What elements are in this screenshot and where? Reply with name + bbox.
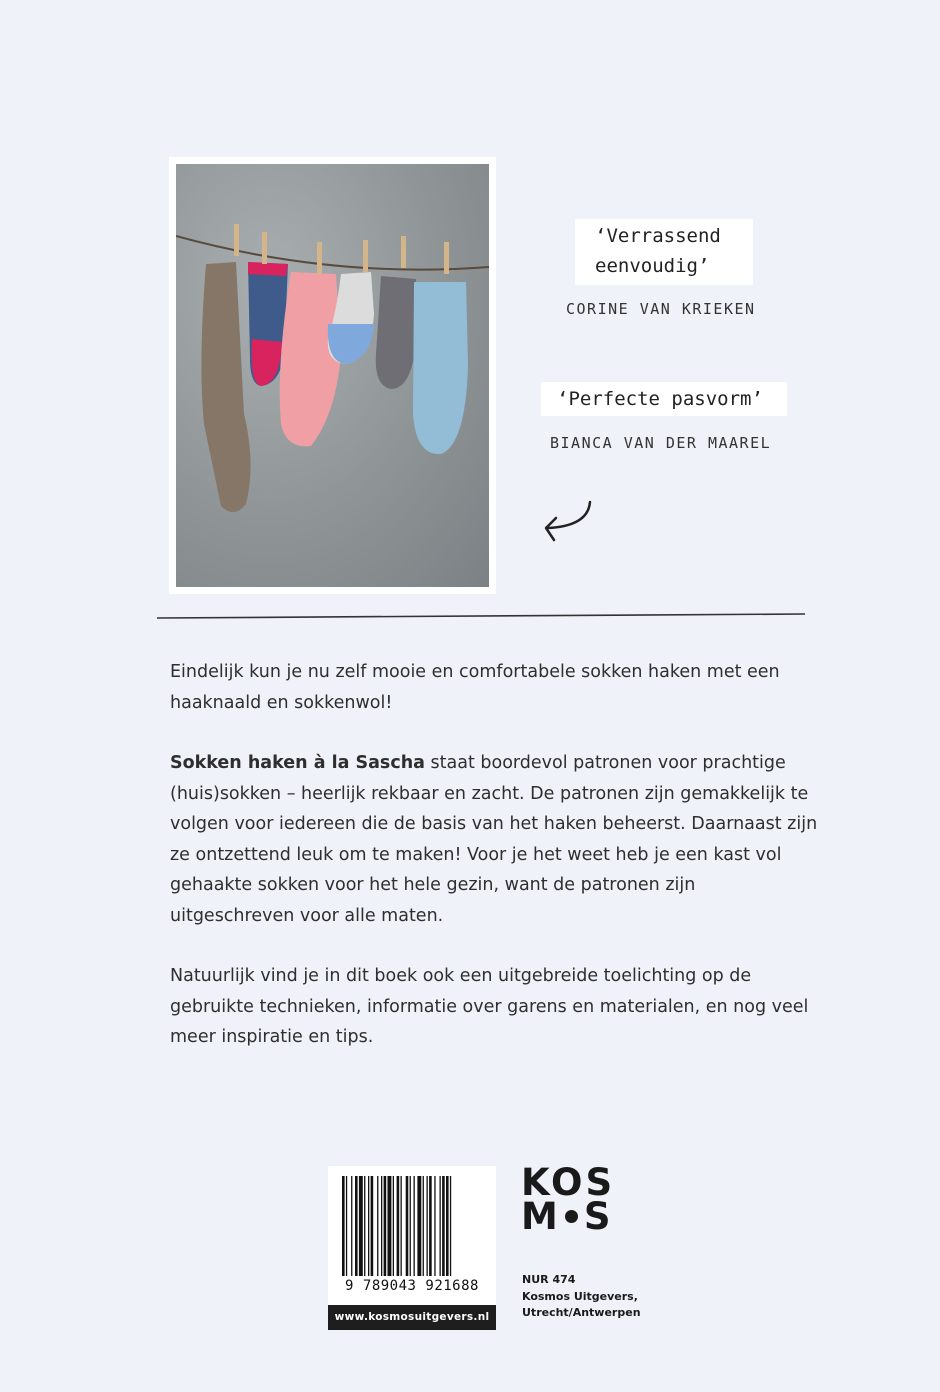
publisher-city: Utrecht/Antwerpen [522, 1306, 641, 1319]
divider-line [157, 606, 807, 626]
barcode-bar [384, 1176, 387, 1276]
barcode-bar [368, 1176, 369, 1276]
barcode-bar [355, 1176, 358, 1276]
logo-line-1: KOS [521, 1161, 616, 1204]
quote-1-author: CORINE VAN KRIEKEN [566, 300, 756, 318]
barcode-bar [450, 1176, 451, 1276]
logo-line-2 [521, 1195, 615, 1238]
barcode-bar [388, 1176, 392, 1276]
curved-arrow-left-icon [540, 498, 596, 544]
barcode-bar [351, 1176, 352, 1276]
barcode-bar [429, 1176, 432, 1276]
barcode [328, 1166, 496, 1330]
logo-s: S [583, 1195, 614, 1238]
book-title: Sokken haken à la Sascha [170, 753, 425, 773]
blurb-paragraph-1: Eindelijk kun je nu zelf mooie en comfortabele sokken haken met een haaknaald en sokkenwol! [170, 662, 780, 713]
quote-1-line-2: eenvoudig’ [595, 255, 710, 277]
barcode-bar [364, 1176, 365, 1276]
barcode-bar [381, 1176, 382, 1276]
barcode-bar [371, 1176, 374, 1276]
isbn-number: 9 789043 921688 [345, 1278, 479, 1294]
barcode-bar [342, 1176, 345, 1276]
nur-code: NUR 474 [522, 1273, 576, 1286]
barcode-bar [427, 1176, 428, 1276]
barcode-bar [377, 1176, 378, 1276]
blurb [170, 657, 820, 1083]
barcode-bar [359, 1176, 363, 1276]
quote-2 [541, 382, 787, 416]
imprint [522, 1272, 641, 1322]
quote-2-author: BIANCA VAN DER MAAREL [550, 434, 772, 452]
kosmos-logo [521, 1161, 616, 1238]
socks-on-clothesline-image [176, 164, 489, 587]
barcode-bar [401, 1176, 402, 1276]
barcode-bar [414, 1176, 415, 1276]
cover-photo [169, 157, 496, 594]
blurb-paragraph-2 [170, 748, 820, 931]
barcode-bar [410, 1176, 411, 1276]
quote-1-line-1: ‘Verrassend [595, 225, 721, 247]
quote-2-line-1: ‘Perfecte pasvorm’ [557, 388, 763, 410]
blurb-paragraph-2-text: staat boordevol patronen voor prachtige (huis)sokken – heerlijk rekbaar en zacht. De patronen zijn gemakkelijk te volgen voor iedereen die de basis van het haken beheerst. Daarnaast zijn ze ontzettend leuk om te maken! Voor je het weet heb je een kast vol gehaakte sokken voor het hele gezin, want de patronen zijn uitgeschreven voor alle maten. [170, 753, 818, 926]
logo-dot [565, 1210, 578, 1223]
socks-illustration [176, 164, 489, 587]
publisher-name: Kosmos Uitgevers, [522, 1289, 638, 1303]
barcode-bar [397, 1176, 400, 1276]
barcode-bar [393, 1176, 394, 1276]
quote-1 [575, 219, 753, 285]
barcode-bars [342, 1176, 482, 1278]
barcode-bar [442, 1176, 445, 1276]
barcode-bar [406, 1176, 409, 1276]
blurb-paragraph-3: Natuurlijk vind je in dit boek ook een uitgebreide toelichting op de gebruikte technieken, informatie over garens en materialen, en nog veel meer inspiratie en tips. [170, 966, 809, 1047]
barcode-bar [346, 1176, 347, 1276]
barcode-bar [446, 1176, 449, 1276]
logo-m: M [521, 1195, 561, 1238]
barcode-bar [434, 1176, 435, 1276]
publisher-url: www.kosmosuitgevers.nl [328, 1305, 496, 1330]
barcode-bar [417, 1176, 421, 1276]
barcode-bar [440, 1176, 441, 1276]
barcode-bar [423, 1176, 424, 1276]
